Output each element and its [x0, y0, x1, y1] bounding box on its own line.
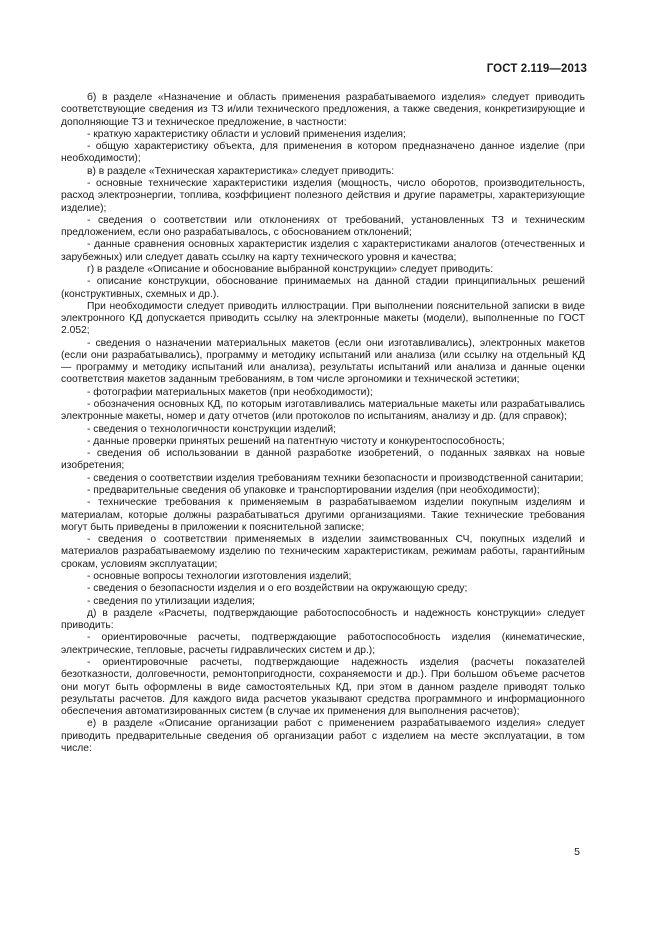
paragraph: е) в разделе «Описание организации работ с применением разрабатываемого изделия» следует приводить предварительные сведения об организации работ с изделием на месте эксплуатации, в том числе: — [61, 718, 585, 754]
paragraph: - сведения о технологичности конструкции изделий; — [87, 423, 336, 435]
paragraph: б) в разделе «Назначение и область применения разрабатываемого изделия» следует приводить соответствующие сведения из ТЗ и/или технического предложения, а также сведения, конкретизирующие и дополняющие ТЗ и техническое предложение, в частности: — [61, 92, 585, 128]
paragraph: д) в разделе «Расчеты, подтверждающие работоспособность и надежность конструкции» следует приводить: — [61, 607, 585, 632]
paragraph: - основные технические характеристики изделия (мощность, число оборотов, производительность, расход электроэнергии, топлива, коэффициент полезного действия и другие параметры, характеризующие изделие); — [61, 177, 585, 214]
page-number: 5 — [574, 846, 580, 858]
paragraph: - сведения по утилизации изделия; — [87, 595, 255, 607]
paragraph: При необходимости следует приводить иллюстрации. При выполнении пояснительной записки в виде электронного КД допускается приводить ссылку на электронные макеты (модели), выполненные по ГОСТ 2.052; — [61, 300, 585, 337]
paragraph: - сведения о безопасности изделия и о его воздействии на окружающую среду; — [87, 583, 468, 595]
paragraph: - фотографии материальных макетов (при необходимости); — [87, 386, 373, 398]
paragraph: - предварительные сведения об упаковке и транспортировании изделия (при необходимости); — [87, 485, 540, 496]
paragraph: - данные сравнения основных характеристик изделия с характеристиками аналогов (отечественных и зарубежных) или следует давать ссылку на карту технического уровня и качества; — [61, 239, 585, 263]
paragraph: - краткую характеристику области и условий применения изделия; — [87, 128, 406, 140]
paragraph: - ориентировочные расчеты, подтверждающие надежность изделия (расчеты показателей безотказности, долговечности, ремонтопригодности, сохраняемости и др.). При большом объеме расчетов они могут быть оформлены в виде самостоятельных КД, при этом в данном разделе приводят только результаты расчетов. Для каждого вида расчетов указывают средства программного и информационного обеспечения автоматизированных систем (в случае их применения для выполнения расчетов); — [61, 656, 585, 718]
paragraph: - обозначения основных КД, по которым изготавливались материальные макеты или разрабатывались электронные макеты, номер и дату отчетов (или протоколов по испытаниям, анализу и др. (для справок); — [61, 399, 585, 423]
document-body — [61, 92, 585, 755]
paragraph: - сведения о соответствии применяемых в изделии заимствованных СЧ, покупных изделий и материалов разрабатываемому изделию по техническим характеристикам, режимам работы, гарантийным срокам, условиям эксплуатации; — [61, 534, 585, 570]
document-header: ГОСТ 2.119—2013 — [486, 63, 587, 75]
paragraph: - основные вопросы технологии изготовления изделий; — [87, 570, 352, 582]
paragraph: - сведения о назначении материальных макетов (если они изготавливались), электронных макетов (если они разрабатывались), программу и методику испытаний или анализа (или ссылку на отдельный КД — программу и методику испытаний или анализа), результаты испытаний или анализа и данные оценки соответствия макетов заданным требованиям, в том числе эргономики и технической эстетики; — [61, 337, 585, 386]
paragraph: - описание конструкции, обоснование принимаемых на данной стадии принципиальных решений (конструктивных, схемных и др.). — [61, 276, 585, 300]
paragraph: г) в разделе «Описание и обоснование выбранной конструкции» следует приводить: — [87, 263, 494, 275]
paragraph: - технические требования к применяемым в разрабатываемом изделии покупным изделиям и материалам, которые должны разрабатываться другими организациями. Такие технические требования могут быть приведены в приложении к пояснительной записке; — [61, 497, 585, 533]
paragraph: в) в разделе «Техническая характеристика» следует приводить: — [87, 165, 395, 177]
paragraph: - сведения о соответствии или отклонениях от требований, установленных ТЗ и техническим предложением, если оно разрабатывалось, с обоснованием отклонений; — [61, 214, 585, 239]
paragraph: - общую характеристику объекта, для применения в котором предназначено данное изделие (при необходимости); — [61, 141, 585, 165]
paragraph: - сведения об использовании в данной разработке изобретений, о поданных заявках на новые изобретения; — [61, 448, 585, 472]
paragraph: - сведения о соответствии изделия требованиям техники безопасности и производственной санитарии; — [87, 472, 584, 484]
paragraph: - ориентировочные расчеты, подтверждающие работоспособность изделия (кинематические, электрические, тепловые, расчеты гидравлических систем и др.); — [61, 632, 585, 656]
paragraph: - данные проверки принятых решений на патентную чистоту и конкурентоспособность; — [87, 435, 505, 447]
